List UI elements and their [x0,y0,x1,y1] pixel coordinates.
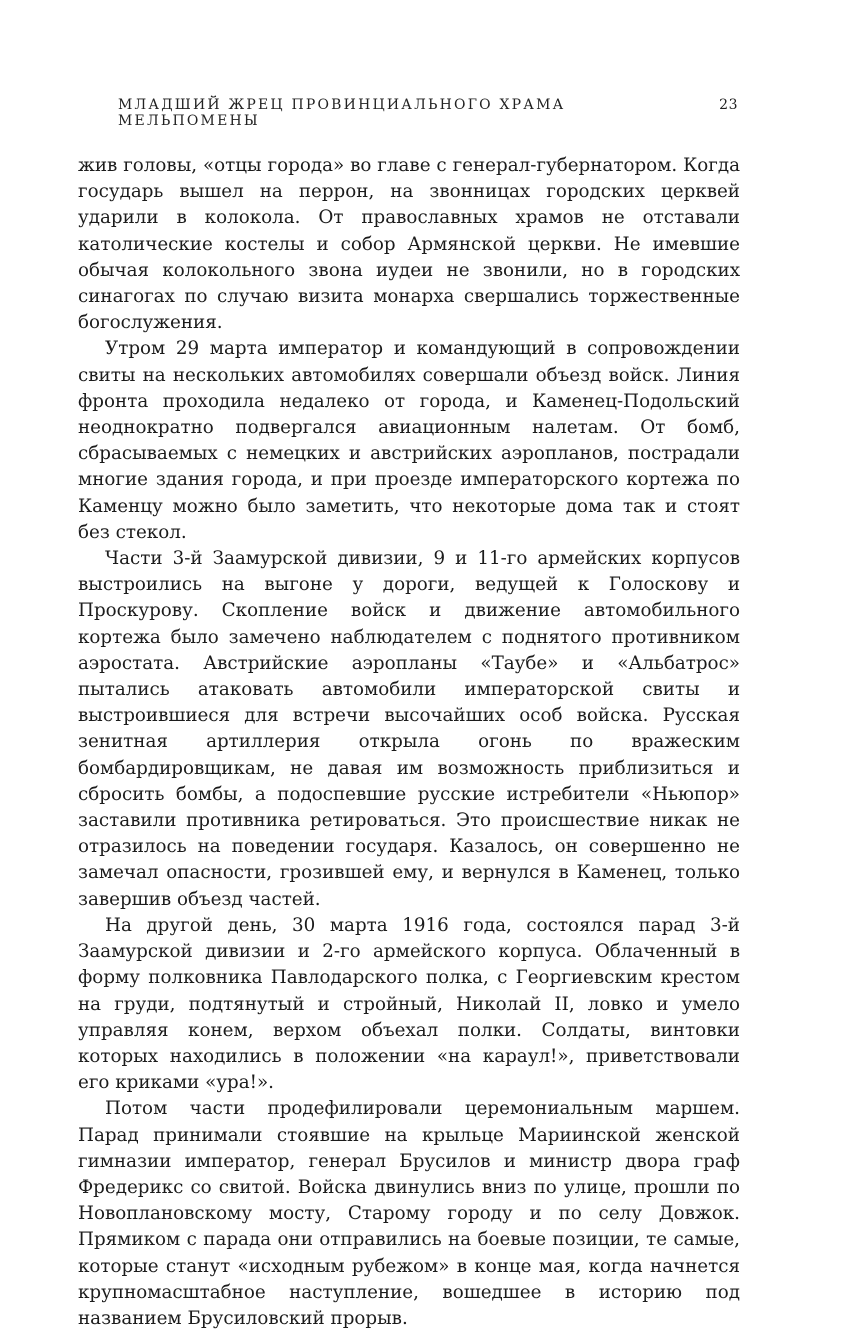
page-number: 23 [719,97,738,113]
paragraph: жив головы, «отцы города» во главе с генерал-губернатором. Когда государь вышел на перрон, на звонницах городских церквей ударили в колокола. От православных храмов не отставали католические костелы и собор Армянской церкви. Не имевшие обычая колокольного звона иудеи не звонили, но в городских синагогах по случаю визита монарха свершались торжественные богослужения. [78,155,740,334]
paragraph: На другой день, 30 марта 1916 года, состоялся парад 3-й Заамурской дивизии и 2-го армейского корпуса. Облаченный в форму полковника Павлодарского полка, с Георгиевским крестом на груди, подтянутый и стройный, Николай II, ловко и умело управляя конем, верхом объехал полки. Солдаты, винтовки которых находились в положении «на караул!», приветствовали его криками «ура!». [78,914,740,1094]
running-head-title: МЛАДШИЙ ЖРЕЦ ПРОВИНЦИАЛЬНОГО ХРАМА МЕЛЬПОМЕНЫ [118,97,566,129]
paragraph: Потом части продефилировали церемониальным маршем. Парад принимали стоявшие на крыльце Мариинской женской гимназии император, генерал Брусилов и министр двора граф Фредерикс со свитой. Войска двинулись вниз по улице, прошли по Новоплановскому мосту, Старому городу и по селу Довжок. Прямиком с парада они отправились на боевые позиции, те самые, которые станут «исходным рубежом» в конце мая, когда начнется крупномасштабное наступление, вошедшее в историю под названием Брусиловский прорыв. [78,1098,740,1329]
running-head [118,97,738,129]
paragraph: Утром 29 марта император и командующий в сопровождении свиты на нескольких автомобилях совершали объезд войск. Линия фронта проходила недалеко от города, и Каменец-Подольский неоднократно подвергался авиационным налетам. От бомб, сбрасываемых с немецких и австрийских аэропланов, пострадали многие здания города, и при проезде императорского кортежа по Каменцу можно было заметить, что некоторые дома так и стоят без стекол. [78,338,740,543]
body-text [78,153,740,1332]
paragraph: Части 3-й Заамурской дивизии, 9 и 11-го армейских корпусов выстроились на выгоне у дороги, ведущей к Голоскову и Проскурову. Скопление войск и движение автомобильного кортежа было замечено наблюдателем с поднятого противником аэростата. Австрийские аэропланы «Таубе» и «Альбатрос» пытались атаковать автомобили императорской свиты и выстроившиеся для встречи высочайших особ войска. Русская зенитная артиллерия открыла огонь по вражеским бомбардировщикам, не давая им возможность приблизиться и сбросить бомбы, а подоспевшие русские истребители «Ньюпор» заставили противника ретироваться. Это происшествие никак не отразилось на поведении государя. Казалось, он совершенно не замечал опасности, грозившей ему, и вернулся в Каменец, только завершив объезд частей. [78,548,740,910]
